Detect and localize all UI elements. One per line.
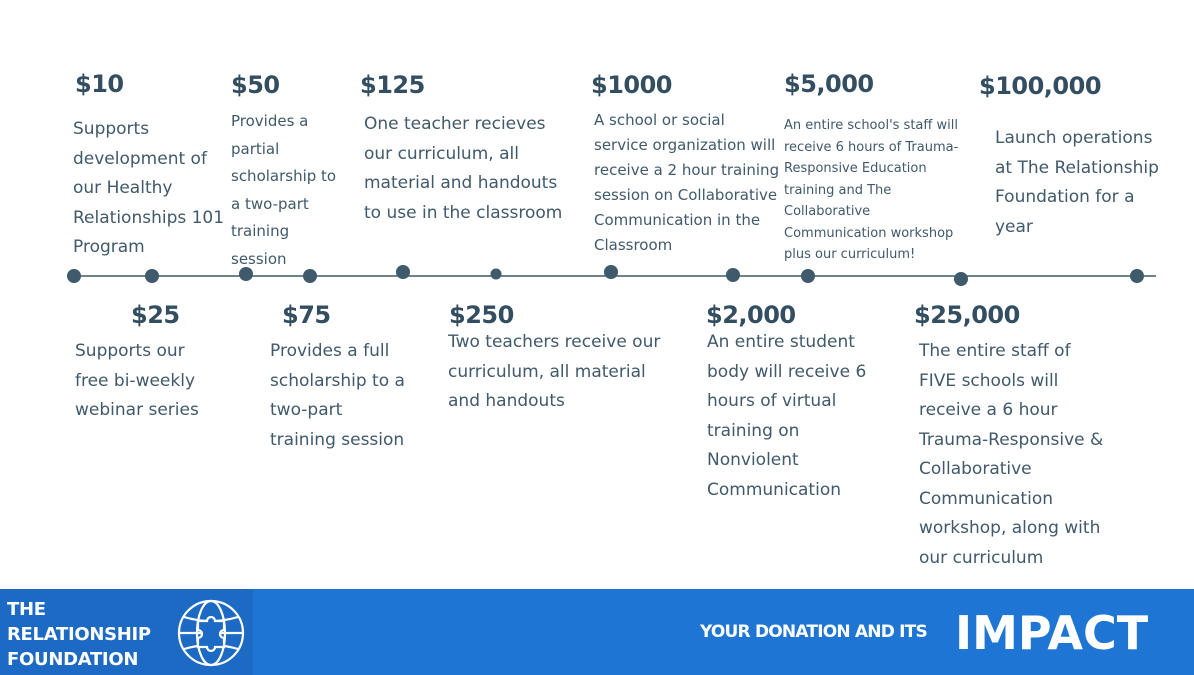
timeline-dot — [491, 269, 502, 280]
desc-line: scholarship to a — [270, 370, 405, 391]
desc-line: Supports — [73, 119, 150, 139]
desc-line: curriculum, all material — [448, 361, 646, 382]
amount-2000: $2,000 — [706, 301, 796, 329]
amount-50: $50 — [231, 71, 280, 99]
desc-line: webinar series — [75, 400, 199, 420]
desc-line: session — [231, 249, 287, 268]
desc-line: Trauma-Responsive & — [919, 429, 1104, 450]
desc-line: our curriculum, all — [364, 143, 519, 164]
desc-line: plus our curriculum! — [784, 247, 916, 262]
timeline-dot — [145, 269, 159, 283]
desc-1000 — [594, 108, 779, 258]
timeline-dot — [604, 265, 618, 279]
brand-name — [7, 597, 151, 672]
desc-50 — [231, 108, 336, 273]
timeline-dot — [67, 269, 81, 283]
tagline: YOUR DONATION AND ITS — [700, 622, 927, 642]
desc-line: Provides a — [231, 112, 309, 130]
desc-line: Communication workshop — [784, 225, 954, 241]
desc-2000 — [707, 328, 866, 505]
desc-line: A school or social — [594, 111, 725, 129]
desc-75 — [270, 337, 405, 455]
desc-line: training — [231, 222, 290, 240]
amount-250: $250 — [449, 301, 514, 329]
desc-line: Responsive Education — [784, 161, 927, 176]
desc-line: free bi-weekly — [75, 370, 196, 391]
brand-line: FOUNDATION — [7, 649, 139, 670]
desc-line: hours of virtual — [707, 391, 837, 411]
desc-line: Relationships 101 — [73, 207, 225, 228]
desc-line: Supports our — [75, 341, 185, 361]
desc-line: One teacher recieves — [364, 114, 546, 134]
desc-line: our curriculum — [919, 547, 1044, 568]
desc-line: Launch operations — [995, 128, 1153, 148]
desc-125 — [364, 110, 562, 228]
desc-line: Collaborative — [784, 204, 871, 219]
desc-line: to use in the classroom — [364, 202, 563, 223]
timeline-dot — [726, 268, 740, 282]
amount-10: $10 — [75, 70, 124, 98]
desc-line: An entire student — [707, 332, 855, 352]
desc-line: a two-part — [231, 194, 309, 213]
brand-line: THE — [7, 599, 46, 620]
desc-line: Two teachers receive our — [448, 332, 661, 352]
timeline-dot — [1130, 269, 1144, 283]
amount-5000: $5,000 — [784, 70, 874, 98]
desc-line: Nonviolent — [707, 450, 799, 470]
globe-puzzle-icon — [176, 597, 246, 669]
timeline-dot — [396, 265, 410, 279]
desc-line: our Healthy — [73, 178, 173, 198]
timeline-dot — [801, 269, 815, 283]
desc-10 — [73, 115, 224, 263]
desc-25 — [75, 337, 199, 426]
desc-line: training session — [270, 429, 405, 450]
impact-heading: IMPACT — [955, 606, 1149, 660]
desc-line: scholarship to — [231, 167, 337, 185]
desc-line: FIVE schools will — [919, 370, 1059, 391]
amount-25: $25 — [131, 301, 180, 329]
brand-line: RELATIONSHIP — [7, 624, 151, 645]
desc-line: training on — [707, 420, 800, 441]
amount-75: $75 — [282, 301, 331, 329]
desc-line: session on Collaborative — [594, 186, 778, 204]
amount-100000: $100,000 — [979, 72, 1102, 100]
desc-line: Communication in the — [594, 211, 761, 229]
desc-line: Foundation for a — [995, 187, 1135, 207]
desc-250 — [448, 328, 660, 417]
desc-line: receive 6 hours of Trauma- — [784, 139, 959, 155]
desc-line: service organization will — [594, 136, 776, 154]
amount-1000: $1000 — [591, 71, 672, 99]
desc-line: two-part — [270, 400, 343, 420]
desc-line: material and handouts — [364, 173, 558, 193]
desc-line: The entire staff of — [919, 341, 1071, 361]
desc-line: workshop, along with — [919, 518, 1101, 538]
desc-line: development of — [73, 148, 207, 169]
desc-line: partial — [231, 139, 280, 158]
amount-125: $125 — [360, 71, 425, 99]
desc-line: Program — [73, 237, 145, 257]
amount-25000: $25,000 — [914, 301, 1020, 329]
desc-100000 — [995, 124, 1159, 242]
desc-line: Communication — [919, 488, 1053, 509]
timeline-dot — [954, 272, 968, 286]
desc-25000 — [919, 337, 1103, 573]
desc-line: receive a 6 hour — [919, 400, 1058, 420]
desc-line: Classroom — [594, 236, 673, 254]
desc-line: body will receive 6 — [707, 361, 867, 382]
desc-line: Communication — [707, 479, 841, 500]
desc-line: at The Relationship — [995, 157, 1159, 178]
desc-line: and handouts — [448, 391, 565, 411]
desc-line: training and The — [784, 182, 892, 198]
desc-line: Collaborative — [919, 459, 1032, 479]
desc-line: year — [995, 216, 1033, 237]
desc-line: An entire school's staff will — [784, 118, 958, 133]
desc-line: receive a 2 hour training — [594, 161, 780, 179]
desc-line: Provides a full — [270, 341, 390, 361]
desc-5000 — [784, 115, 958, 266]
